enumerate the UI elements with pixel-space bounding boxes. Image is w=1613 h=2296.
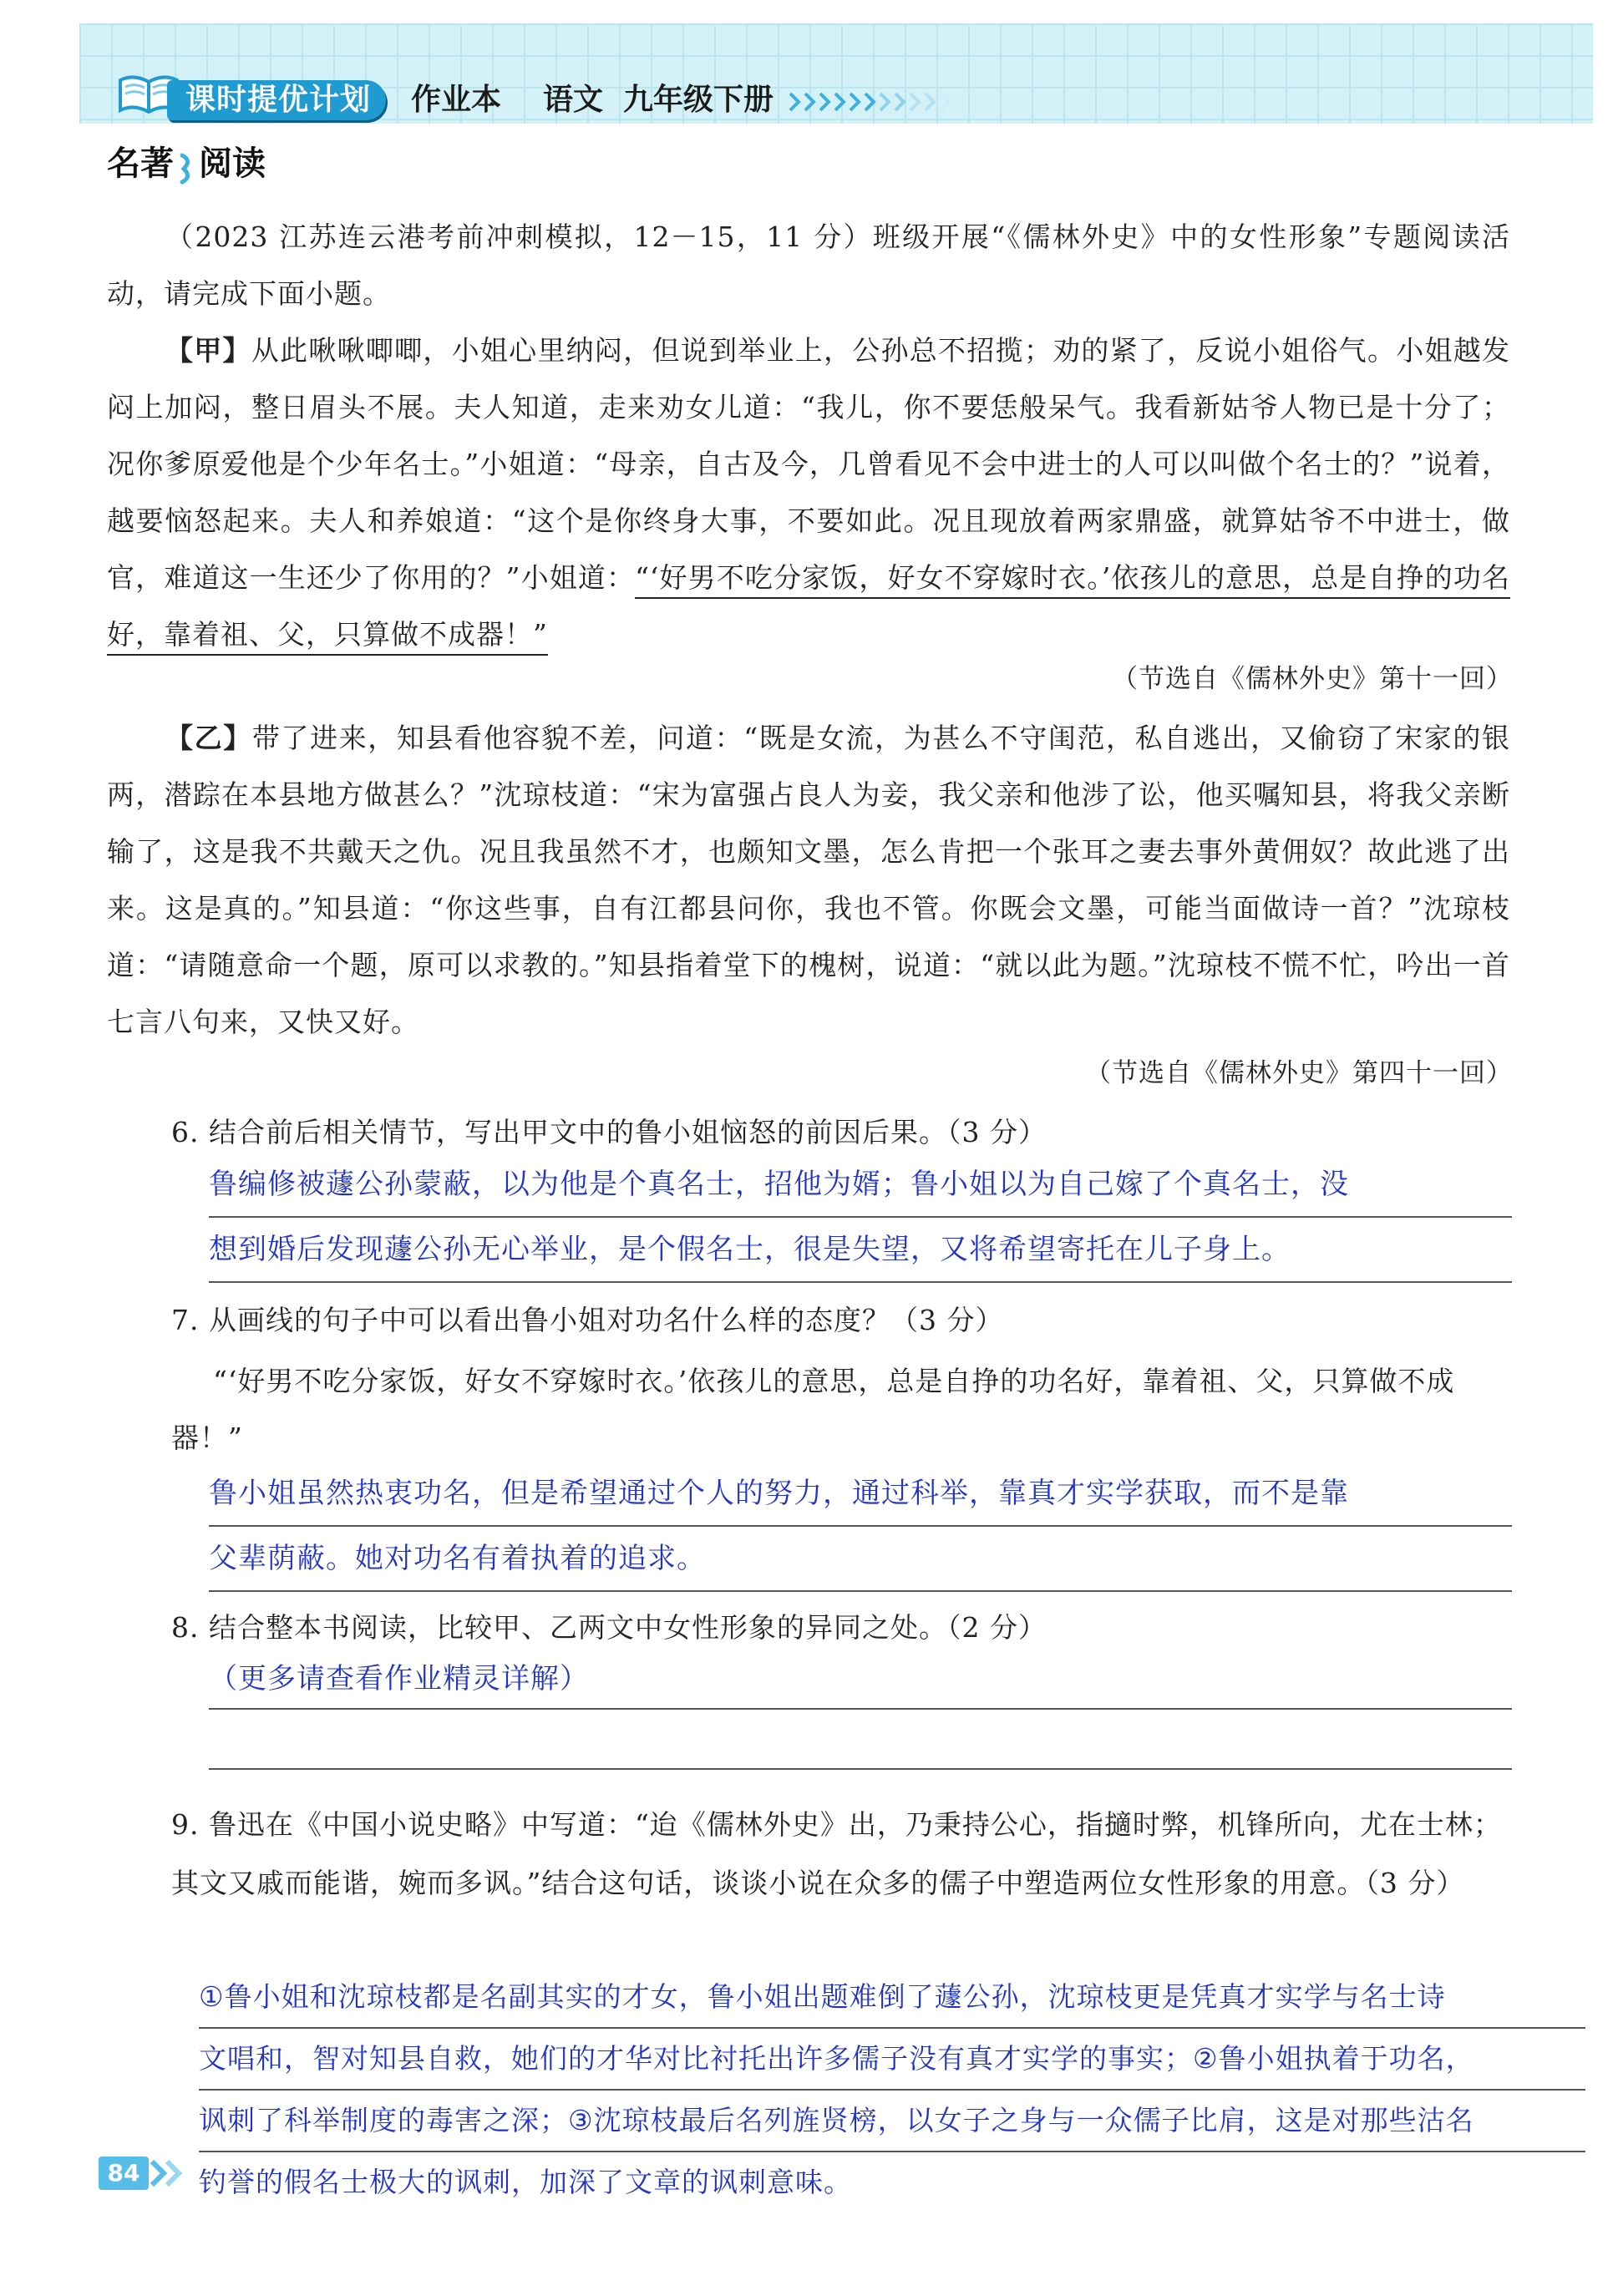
passage-a-underlined: “‘好男不吃分家饭，好女不穿嫁时衣。’依孩儿的意思，总是自挣的功名好，靠着祖、父，只算做不成器！” bbox=[107, 561, 1510, 656]
intro-paragraph: （2023 江苏连云港考前冲刺模拟，12－15，11 分）班级开展“《儒林外史》中的女性形象”专题阅读活动，请完成下面小题。 bbox=[107, 220, 1510, 310]
answer-line: 讽刺了科举制度的毒害之深；③沈琼枝最后名列旌贤榜，以女子之身与一众儒子比肩，这是对那些沽名 bbox=[199, 2091, 1585, 2152]
section-title-left: 名著 bbox=[107, 144, 174, 183]
passage-a-tag: 【甲】 bbox=[165, 334, 251, 367]
answer-9[interactable] bbox=[199, 1967, 1585, 2212]
question-6: 6. 结合前后相关情节，写出甲文中的鲁小姐恼怒的前因后果。（3 分） bbox=[171, 1116, 1047, 1148]
passage-a-text: 从此啾啾唧唧，小姐心里纳闷，但说到举业上，公孙总不招揽；劝的紧了，反说小姐俗气。小姐越发闷上加闷，整日眉头不展。夫人知道，走来劝女儿道：“我儿，你不要恁般呆气。我看新姑爷人物已是十分了；况你爹原爱他是个少年名士。”小姐道：“母亲，自古及今，几曾看见不会中进士的人可以叫做个名士的？”说着，越要恼怒起来。夫人和养娘道：“这个是你终身大事，不要如此。况且现放着两家鼎盛，就算姑爷不中进士，做官，难道这一生还少了你用的？”小姐道： bbox=[107, 334, 1511, 594]
answer-8[interactable] bbox=[209, 1650, 1512, 1770]
passage-b-source: （节选自《儒林外史》第四十一回） bbox=[1085, 1058, 1513, 1088]
answer-line: （更多请查看作业精灵详解） bbox=[209, 1650, 1512, 1710]
answer-line: 鲁小姐虽然热衷功名，但是希望通过个人的努力，通过科举，靠真才实学获取，而不是靠 bbox=[209, 1462, 1512, 1527]
answer-6[interactable] bbox=[209, 1153, 1512, 1283]
answer-line: 想到婚后发现蘧公孙无心举业，是个假名士，很是失望，又将希望寄托在儿子身上。 bbox=[209, 1218, 1512, 1283]
page-number: 84 bbox=[99, 2157, 149, 2190]
passage-b bbox=[107, 710, 1510, 1051]
answer-line: 钓誉的假名士极大的讽刺，加深了文章的讽刺意味。 bbox=[199, 2166, 852, 2198]
answer-line: ①鲁小姐和沈琼枝都是名副其实的才女，鲁小姐出题难倒了蘧公孙，沈琼枝更是凭真才实学与名士诗 bbox=[199, 1967, 1585, 2029]
subject: 语文 bbox=[543, 83, 604, 117]
passage-a bbox=[107, 322, 1510, 663]
question-7-quote: “‘好男不吃分家饭，好女不穿嫁时衣。’依孩儿的意思，总是自挣的功名好，靠着祖、父，只算做不成器！” bbox=[171, 1365, 1455, 1454]
brand-title: 课时提优计划 bbox=[185, 83, 372, 117]
book-type: 作业本 bbox=[411, 83, 502, 117]
passage-b-text: 带了进来，知县看他容貌不差，问道：“既是女流，为甚么不守闺范，私自逃出，又偷窃了宋家的银两，潜踪在本县地方做甚么？”沈琼枝道：“宋为富强占良人为妾，我父亲和他涉了讼，他买嘱知县，将我父亲断输了，这是我不共戴天之仇。况且我虽然不才，也颇知文墨，怎么肯把一个张耳之妻去事外黄佣奴？故此逃了出来。这是真的。”知县道：“你这些事，自有江都县问你，我也不管。你既会文墨，可能当面做诗一首？”沈琼枝道：“请随意命一个题，原可以求教的。”知县指着堂下的槐树，说道：“就以此为题。”沈琼枝不慌不忙，吟出一首七言八句来，又快又好。 bbox=[107, 722, 1511, 1038]
answer-line: 父辈荫蔽。她对功名有着执着的追求。 bbox=[209, 1527, 1512, 1592]
passage-b-tag: 【乙】 bbox=[165, 722, 252, 754]
grade: 九年级下册 bbox=[623, 83, 774, 117]
section-divider-icon bbox=[175, 152, 200, 185]
answer-line bbox=[209, 1710, 1512, 1770]
question-8: 8. 结合整本书阅读，比较甲、乙两文中女性形象的异同之处。（2 分） bbox=[171, 1611, 1047, 1644]
question-7: 7. 从画线的句子中可以看出鲁小姐对功名什么样的态度？（3 分） bbox=[171, 1304, 1004, 1336]
page-chevron-icon bbox=[149, 2158, 185, 2188]
answer-7[interactable] bbox=[209, 1462, 1512, 1592]
passage-a-source: （节选自《儒林外史》第十一回） bbox=[1112, 664, 1513, 694]
section-title-right: 阅读 bbox=[199, 144, 266, 183]
question-9: 9. 鲁迅在《中国小说史略》中写道：“迨《儒林外史》出，乃秉持公心，指擿时弊，机锋所向，尤在士林；其文又戚而能谐，婉而多讽。”结合这句话，谈谈小说在众多的儒子中塑造两位女性形象的用意。（3 分） bbox=[171, 1808, 1502, 1899]
answer-line: 鲁编修被蘧公孙蒙蔽，以为他是个真名士，招他为婿；鲁小姐以为自己嫁了个真名士，没 bbox=[209, 1153, 1512, 1218]
chevron-arrows-icon bbox=[789, 90, 964, 114]
answer-line: 文唱和，智对知县自救，她们的才华对比衬托出许多儒子没有真才实学的事实；②鲁小姐执着于功名， bbox=[199, 2029, 1585, 2091]
